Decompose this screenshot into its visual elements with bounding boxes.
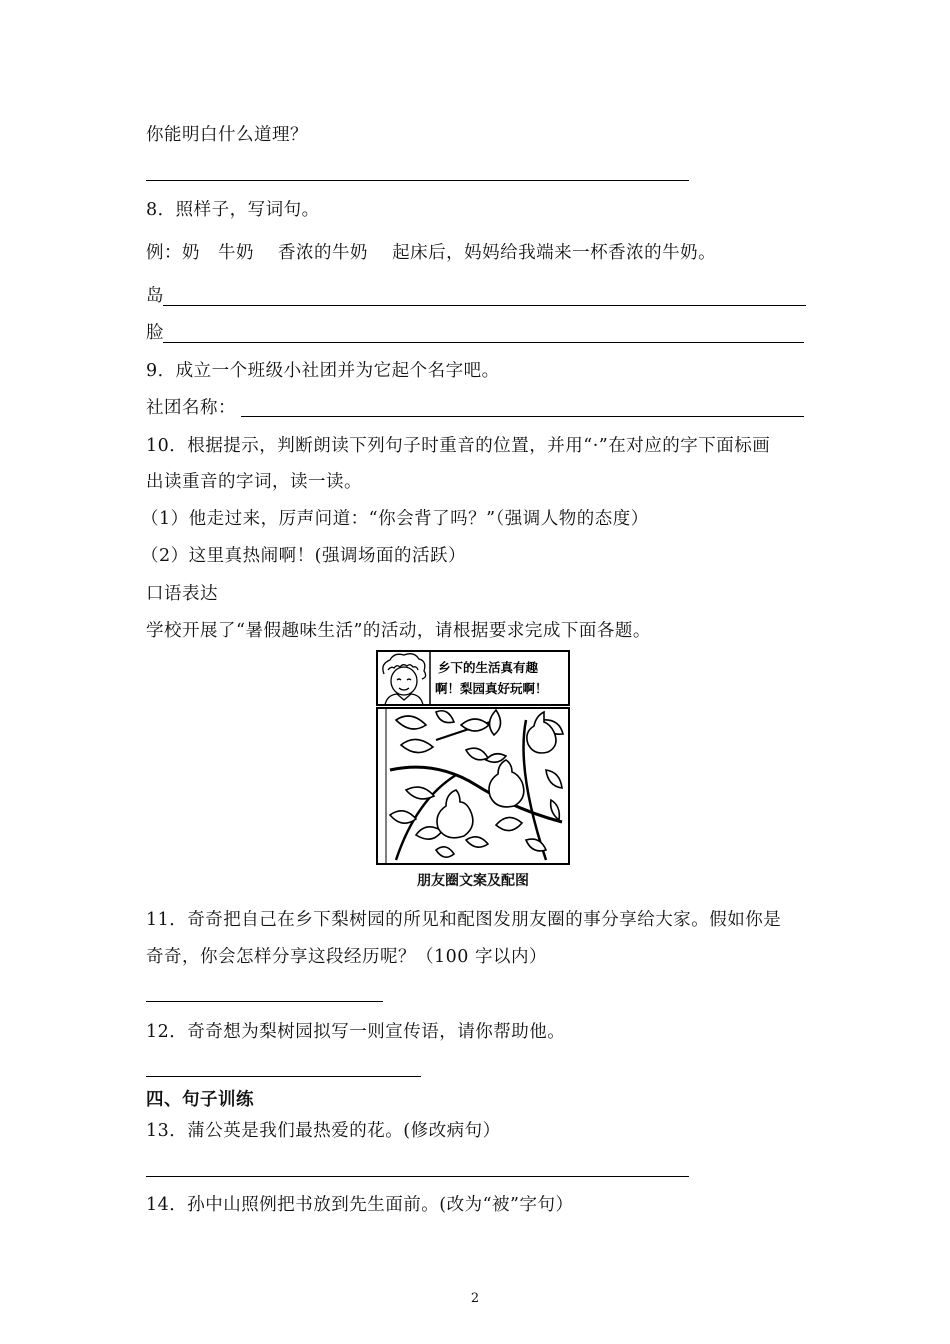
question-10-item-1: （1）他走过来，厉声问道：“你会背了吗？”（强调人物的态度） — [141, 509, 649, 529]
answer-line — [241, 416, 804, 417]
answer-line — [146, 1176, 689, 1177]
question-13: 13．蒲公英是我们最热爱的花。(修改病句） — [146, 1121, 501, 1141]
question-8-title: 8．照样子，写词句。 — [146, 200, 320, 220]
question-8-example: 例：奶 牛奶 香浓的牛奶 起床后，妈妈给我端来一杯香浓的牛奶。 — [146, 243, 717, 263]
moments-illustration — [376, 650, 570, 865]
answer-line — [146, 1076, 421, 1077]
question-11-line1: 11．奇奇把自己在乡下梨树园的所见和配图发朋友圈的事分享给大家。假如你是 — [146, 910, 782, 930]
bubble-text-line1: 乡下的生活真有趣 — [438, 660, 539, 675]
section-4-heading: 四、句子训练 — [146, 1090, 254, 1110]
answer-line — [163, 342, 804, 343]
oral-intro: 学校开展了“暑假趣味生活”的活动，请根据要求完成下面各题。 — [146, 621, 651, 641]
page-number: 2 — [470, 1291, 480, 1306]
question-10-title-line2: 出读重音的字词，读一读。 — [146, 472, 362, 492]
question-9-title: 9．成立一个班级小社团并为它起个名字吧。 — [146, 361, 500, 381]
answer-line — [146, 1001, 383, 1002]
question-12: 12．奇奇想为梨树园拟写一则宣传语，请你帮助他。 — [146, 1022, 566, 1042]
answer-line — [146, 180, 689, 181]
answer-line — [163, 305, 806, 306]
question-11-line2: 奇奇，你会怎样分享这段经历呢？（100 字以内） — [146, 947, 547, 967]
question-8-char-2: 脸 — [146, 323, 164, 343]
question-9-label: 社团名称： — [146, 398, 236, 418]
section-oral-heading: 口语表达 — [146, 584, 218, 604]
bubble-text-line2: 啊！梨园真好玩啊！ — [435, 681, 548, 696]
figure-caption: 朋友圈文案及配图 — [417, 873, 529, 889]
question-10-title-line1: 10．根据提示，判断朗读下列句子时重音的位置，并用“·”在对应的字下面标画 — [146, 436, 771, 456]
question-10-item-2: （2）这里真热闹啊！(强调场面的活跃） — [141, 546, 466, 566]
question-14: 14．孙中山照例把书放到先生面前。(改为“被”字句） — [146, 1195, 574, 1215]
question-7-prompt: 你能明白什么道理？ — [146, 125, 308, 145]
question-8-char-1: 岛 — [146, 286, 164, 306]
